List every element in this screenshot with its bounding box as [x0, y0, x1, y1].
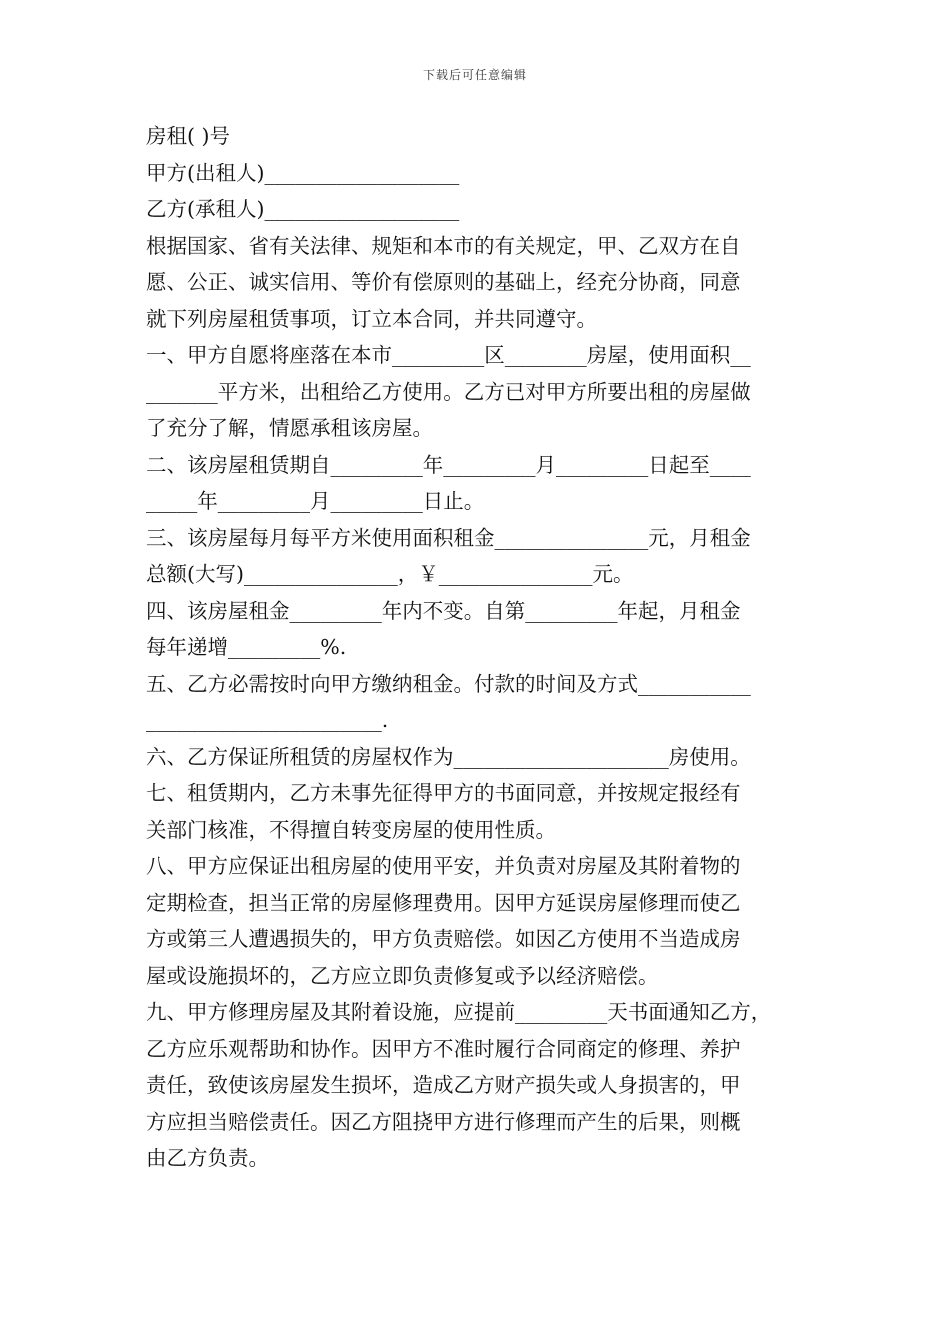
- clause-5-line: 五、乙方必需按时向甲方缴纳租金。付款的时间及方式___________: [146, 671, 751, 696]
- clause-4-line: 每年递增_________%.: [146, 635, 347, 659]
- clause-2-line: 二、该房屋租赁期自_________年_________月_________日起至____: [146, 452, 751, 477]
- clause-5-line: _______________________.: [146, 708, 389, 732]
- preamble-line: 愿、公正、诚实信用、等价有偿原则的基础上，经充分协商，同意: [146, 270, 741, 294]
- clause-9-line: 责任，致使该房屋发生损坏，造成乙方财产损失或人身损害的，甲: [146, 1073, 741, 1097]
- clause-8-line: 屋或设施损坏的，乙方应立即负责修复或予以经济赔偿。: [146, 963, 659, 988]
- clause-8-line: 方或第三人遭遇损失的，甲方负责赔偿。如因乙方使用不当造成房: [146, 927, 741, 951]
- clause-9-line: 乙方应乐观帮助和协作。因甲方不准时履行合同商定的修理、养护: [146, 1036, 741, 1061]
- clause-3-line: 总额(大写)_______________，￥_______________元。: [146, 562, 634, 586]
- clause-7-line: 七、租赁期内，乙方未事先征得甲方的书面同意，并按规定报经有: [146, 781, 741, 805]
- header-note: 下载后可任意编辑: [422, 68, 527, 82]
- clause-7-line: 关部门核准，不得擅自转变房屋的使用性质。: [146, 817, 556, 842]
- clause-6-line: 六、乙方保证所租赁的房屋权作为_____________________房使用。: [146, 744, 751, 769]
- clause-8-line: 八、甲方应保证出租房屋的使用平安，并负责对房屋及其附着物的: [146, 854, 741, 878]
- clause-1-line: _______平方米，出租给乙方使用。乙方已对甲方所要出租的房屋做: [146, 379, 751, 404]
- contract-number: 房租( )号: [146, 124, 231, 148]
- clause-9-line: 九、甲方修理房屋及其附着设施，应提前_________天书面通知乙方，: [146, 1000, 772, 1024]
- clause-9-line: 由乙方负责。: [146, 1146, 269, 1170]
- party-b-line: 乙方(承租人)___________________: [146, 197, 460, 221]
- contract-body: [146, 118, 810, 1177]
- preamble-line: 就下列房屋租赁事项，订立本合同，并共同遵守。: [146, 306, 597, 331]
- clause-3-line: 三、该房屋每月每平方米使用面积租金_______________元，月租金: [146, 525, 751, 550]
- clause-8-line: 定期检查，担当正常的房屋修理费用。因甲方延误房屋修理而使乙: [146, 890, 741, 915]
- clause-9-line: 方应担当赔偿责任。因乙方阻挠甲方进行修理而产生的后果，则概: [146, 1109, 741, 1134]
- clause-1-line: 了充分了解，情愿承租该房屋。: [146, 416, 433, 440]
- clause-2-line: _____年_________月_________日止。: [146, 489, 485, 513]
- clause-4-line: 四、该房屋租金_________年内不变。自第_________年起，月租金: [146, 598, 741, 623]
- clause-1-line: 一、甲方自愿将座落在本市_________区________房屋，使用面积__: [146, 343, 751, 367]
- preamble-line: 根据国家、省有关法律、规矩和本市的有关规定，甲、乙双方在自: [146, 233, 741, 258]
- party-a-line: 甲方(出租人)___________________: [146, 160, 460, 185]
